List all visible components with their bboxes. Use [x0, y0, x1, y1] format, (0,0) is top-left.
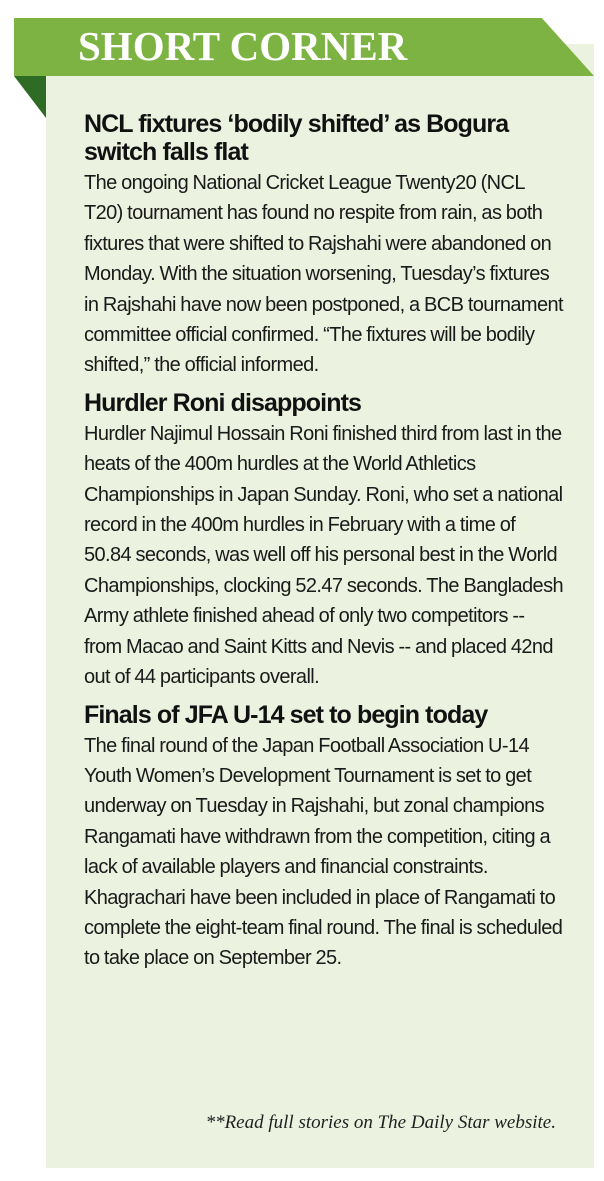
- story-headline: NCL fixtures ‘bodily shifted’ as Bogura switch falls flat: [84, 110, 509, 166]
- story-jfa-u14: [84, 701, 564, 974]
- header-fold-corner: [14, 76, 46, 118]
- story-hurdler-roni: [84, 389, 564, 693]
- footer-note: **Read full stories on The Daily Star website.: [205, 1112, 556, 1133]
- story-ncl-fixtures: [84, 110, 564, 381]
- story-body: The final round of the Japan Football Association U-14 Youth Women’s Development Tournament is set to get underway on Tuesday in Rajshahi, but zonal champions Rangamati have withdrawn from the competition, citing a lack of available players and financial constraints. Khagrachari have been included in place of Rangamati to complete the eight-team final round. The final is scheduled to take place on September 25.: [84, 734, 563, 970]
- section-title: SHORT CORNER: [78, 23, 408, 69]
- story-headline: Hurdler Roni disappoints: [84, 388, 362, 417]
- story-headline: Finals of JFA U-14 set to begin today: [84, 700, 488, 729]
- story-body: Hurdler Najimul Hossain Roni finished third from last in the heats of the 400m hurdles at the World Athletics Championships in Japan Sunday. Roni, who set a national record in the 400m hurdles in February with a time of 50.84 seconds, was well off his personal best in the World Championships, clocking 52.47 seconds. The Bangladesh Army athlete finished ahead of only two competitors -- from Macao and Saint Kitts and Nevis -- and placed 42nd out of 44 participants overall.: [84, 422, 563, 689]
- stories-container: [84, 110, 564, 982]
- story-body: The ongoing National Cricket League Twenty20 (NCL T20) tournament has found no respite from rain, as both fixtures that were shifted to Rajshahi were abandoned on Monday. With the situation worsening, Tuesday’s fixtures in Rajshahi have now been postponed, a BCB tournament committee official confirmed. “The fixtures will be bodily shifted,” the official informed.: [84, 172, 563, 377]
